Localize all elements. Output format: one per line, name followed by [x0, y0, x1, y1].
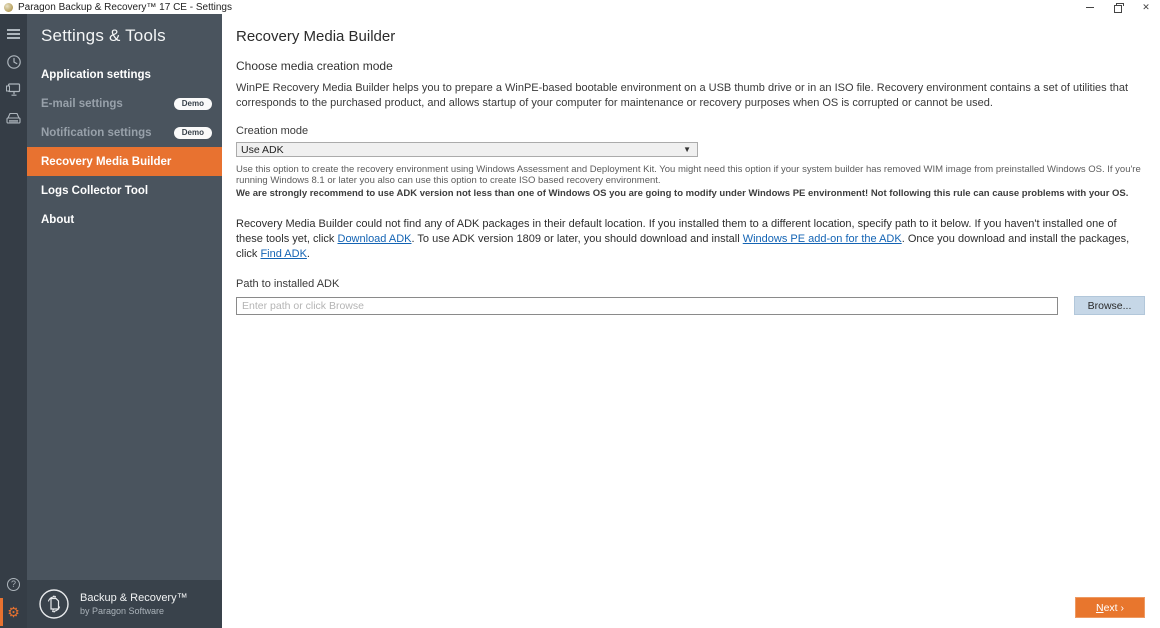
help-button[interactable] — [0, 570, 27, 598]
sidebar-heading: Settings & Tools — [41, 26, 166, 45]
storage-button[interactable] — [0, 104, 27, 132]
sidebar-item-logs-collector-tool[interactable] — [27, 176, 222, 205]
footer-byline: by Paragon Software — [80, 606, 165, 616]
sidebar-item-about[interactable] — [27, 205, 222, 234]
restore-button[interactable] — [1104, 0, 1132, 14]
adk-option-warning: We are strongly recommend to use ADK version not less than one of Windows OS you are going to modify under Windows PE environment! Not following this rule can cause problems with your OS. — [236, 188, 1129, 199]
hamburger-icon — [7, 29, 20, 39]
download-adk-link[interactable]: Download ADK — [337, 233, 412, 245]
path-label: Path to installed ADK — [236, 278, 340, 290]
icon-strip — [0, 14, 27, 628]
sidebar-item-notification-settings[interactable] — [27, 118, 222, 147]
adk-text-segment: . To use ADK version 1809 or later, you should download and install — [411, 233, 743, 245]
sidebar-item-application-settings[interactable] — [27, 60, 222, 89]
sidebar-item-label: Logs Collector Tool — [41, 184, 149, 197]
adk-paragraph — [236, 217, 1145, 262]
window-title: Paragon Backup & Recovery™ 17 CE - Settings — [18, 1, 232, 13]
sidebar-footer — [27, 580, 222, 628]
adk-text-segment: . — [306, 248, 310, 260]
sidebar-item-recovery-media-builder[interactable] — [27, 147, 222, 176]
clock-icon — [6, 54, 22, 70]
app-icon — [4, 3, 13, 12]
sidebar-item-label: Application settings — [41, 68, 151, 81]
intro-text: WinPE Recovery Media Builder helps you to prepare a WinPE-based bootable environment on a USB thumb drive or in an ISO file. Recovery environment contains a set of utilities that corresponds to the purchased product, and allows startup of your computer for maintenance or recovery purposes when OS is corrupted or cannot be used. — [236, 82, 1129, 109]
next-button[interactable] — [1075, 597, 1145, 618]
history-button[interactable] — [0, 48, 27, 76]
monitor-icon — [5, 83, 22, 98]
creation-mode-value: Use ADK — [241, 143, 284, 156]
sidebar-item-label: Recovery Media Builder — [41, 155, 172, 168]
find-adk-link[interactable]: Find ADK — [260, 248, 307, 260]
paragon-logo-icon — [38, 588, 70, 620]
sidebar-item-label: About — [41, 213, 75, 226]
settings-button[interactable] — [0, 598, 27, 626]
next-button-accel: N — [1095, 601, 1104, 614]
adk-path-input[interactable] — [236, 297, 1058, 315]
help-icon: ? — [7, 578, 20, 591]
menu-button[interactable] — [0, 20, 27, 48]
gear-icon: ⚙ — [7, 604, 20, 620]
close-button[interactable] — [1132, 0, 1160, 14]
next-button-label: ext › — [1103, 601, 1124, 614]
page-title: Recovery Media Builder — [236, 28, 396, 45]
drive-icon — [5, 112, 22, 125]
winpe-addon-link[interactable]: Windows PE add-on for the ADK — [742, 233, 902, 245]
sidebar-item-label: Notification settings — [41, 126, 152, 139]
demo-badge: Demo — [174, 98, 212, 110]
browse-button[interactable]: Browse... — [1074, 296, 1145, 315]
close-icon: ✕ — [1142, 1, 1150, 12]
demo-badge: Demo — [174, 127, 212, 139]
sidebar — [27, 14, 222, 628]
main-content — [222, 14, 1160, 628]
page-subtitle: Choose media creation mode — [236, 59, 393, 73]
minimize-button[interactable] — [1076, 0, 1104, 14]
sidebar-item-email-settings[interactable] — [27, 89, 222, 118]
restore-icon — [1114, 3, 1122, 11]
footer-product-name: Backup & Recovery™ — [80, 592, 188, 604]
creation-mode-select[interactable] — [236, 142, 698, 157]
titlebar — [0, 0, 1160, 14]
adk-option-note: Use this option to create the recovery environment using Windows Assessment and Deployment Kit. You might need this option if your system builder has removed WIM image from preinstalled Windows OS. If you're running Windows 8.1 or later you also can use this option to create ISO based recovery environment. — [236, 164, 1141, 186]
sidebar-item-label: E-mail settings — [41, 97, 123, 110]
adk-text-segment: . Once you download and install the packages, click — [236, 233, 1130, 260]
adk-text-segment: Recovery Media Builder could not find any of ADK packages in their default location. If you installed them to a different location, specify path to it below. If you haven't installed one of these tools yet, click — [236, 218, 1117, 245]
chevron-down-icon: ▼ — [683, 145, 691, 154]
minimize-icon — [1086, 7, 1094, 8]
creation-mode-label: Creation mode — [236, 125, 309, 137]
active-indicator — [0, 598, 3, 626]
computers-button[interactable] — [0, 76, 27, 104]
